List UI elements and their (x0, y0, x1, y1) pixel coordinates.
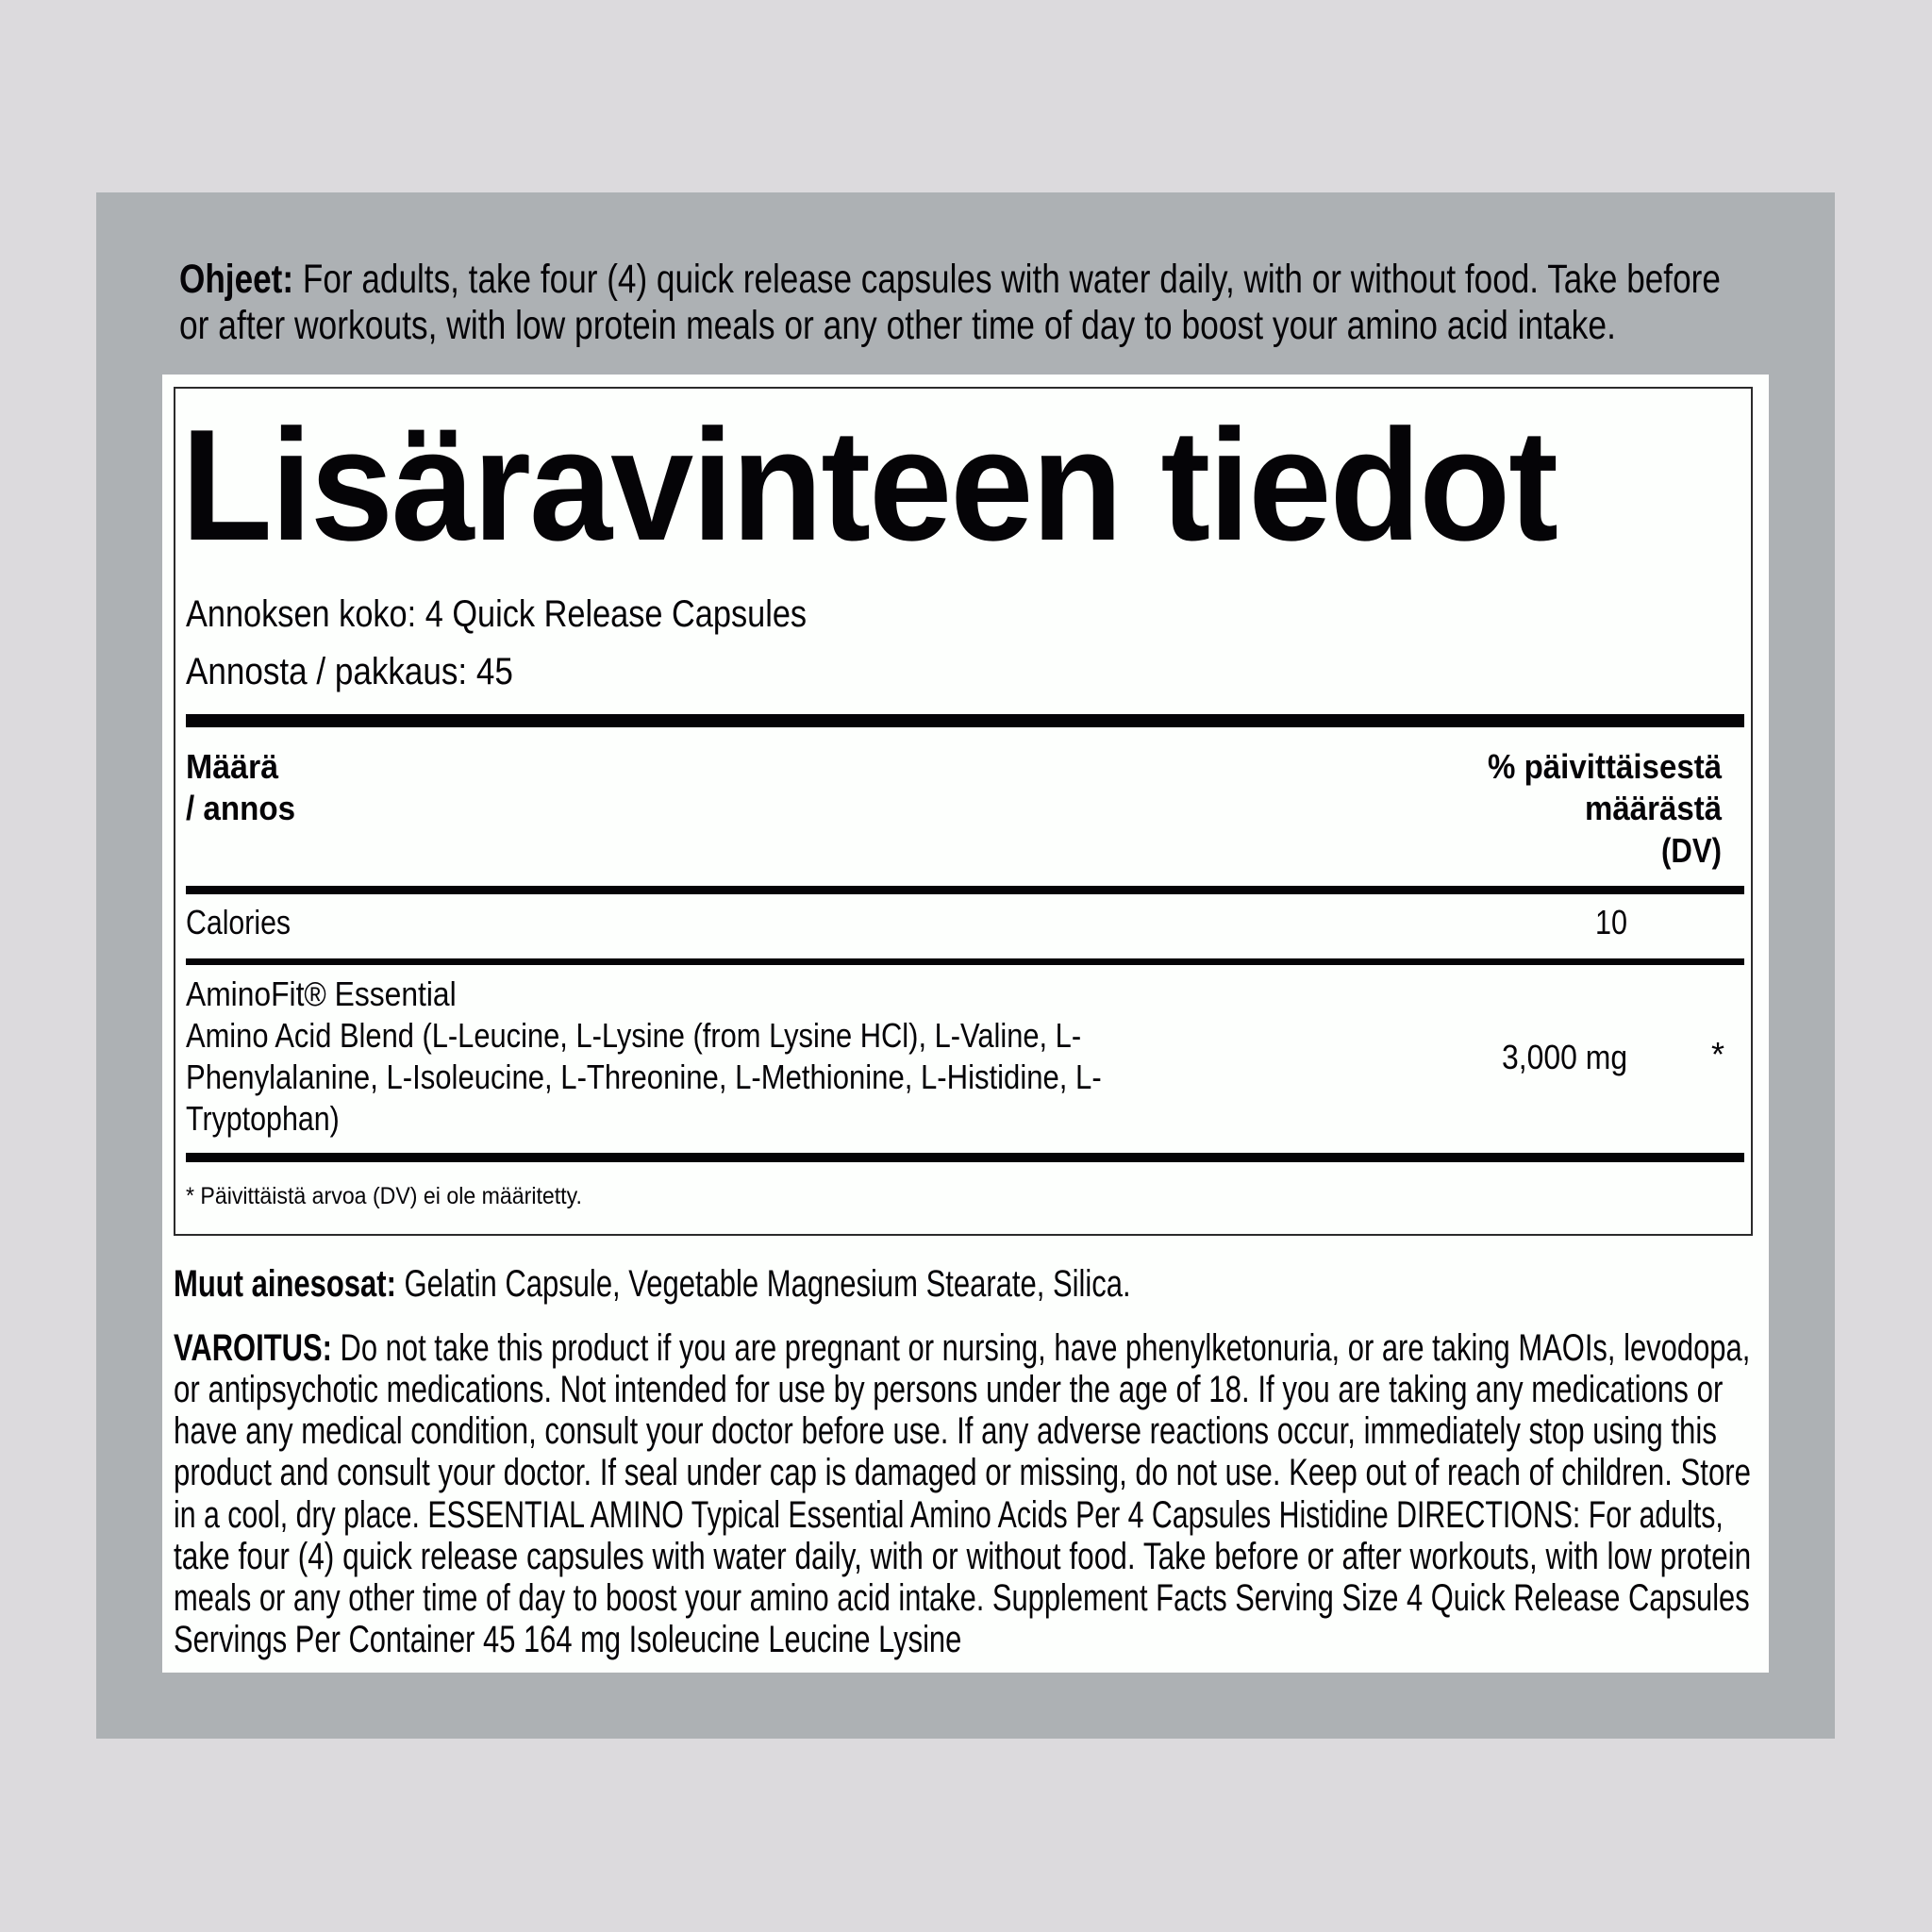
divider-thick-bottom (186, 1153, 1744, 1162)
warning-label: VAROITUS: (174, 1327, 332, 1369)
directions-line-1 (179, 259, 1721, 300)
nutrient-amount: 3,000 mg (1502, 1038, 1628, 1076)
nutrient-name: Amino Acid Blend (L-Leucine, L-Lysine (from Lysine HCl), L-Valine, L- (186, 1016, 1082, 1055)
serving-size: Annoksen koko: 4 Quick Release Capsules (186, 593, 808, 635)
warning-line-6: take four (4) quick release capsules with water daily, with or without food. Take before or after workouts, with low protein (174, 1536, 1752, 1577)
nutrient-name: AminoFit® Essential (186, 974, 457, 1013)
header-dv-line-1: % päivittäisestä (1487, 747, 1722, 786)
header-dv-line-2: määrästä (1584, 789, 1722, 827)
header-amount-line-2: / annos (186, 789, 296, 827)
warning-line-1 (174, 1329, 1750, 1367)
other-ingredients-label: Muut ainesosat: (174, 1263, 396, 1305)
divider-thick (186, 714, 1744, 727)
directions-line-2 (179, 303, 1616, 348)
warning-line-5: in a cool, dry place. ESSENTIAL AMINO Typical Essential Amino Acids Per 4 Capsules Histidine DIRECTIONS: For adults, (174, 1494, 1724, 1536)
warning-line-2: or antipsychotic medications. Not intended for use by persons under the age of 18. If you are taking any medications or (174, 1369, 1724, 1410)
nutrient-name: Phenylalanine, L-Isoleucine, L-Threonine, L-Methionine, L-Histidine, L- (186, 1058, 1102, 1096)
header-amount-line-1: Määrä (186, 747, 279, 786)
servings-per-container: Annosta / pakkaus: 45 (186, 651, 513, 692)
divider-medium (186, 886, 1744, 894)
warning-line-3: have any medical condition, consult your doctor before use. If any adverse reactions occur, immediately stop using this (174, 1410, 1717, 1452)
nutrient-name: Tryptophan) (186, 1099, 340, 1138)
facts-title: Lisäravinteen tiedot (181, 396, 1557, 574)
other-ingredients (174, 1265, 1131, 1303)
nutrient-amount: 10 (1595, 903, 1628, 941)
directions-text: or after workouts, with low protein meals or any other time of day to boost your amino acid intake. (179, 303, 1616, 348)
warning-line-7: meals or any other time of day to boost your amino acid intake. Supplement Facts Serving Size 4 Quick Release Capsules (174, 1577, 1750, 1619)
warning-text: Do not take this product if you are pregnant or nursing, have phenylketonuria, or are taking MAOIs, levodopa, (340, 1327, 1751, 1369)
directions-label: Ohjeet: (179, 257, 294, 302)
warning-line-8: Servings Per Container 45 164 mg Isoleucine Leucine Lysine (174, 1619, 962, 1660)
dv-asterisk: * (1711, 1035, 1725, 1074)
other-ingredients-text: Gelatin Capsule, Vegetable Magnesium Stearate, Silica. (404, 1263, 1131, 1305)
nutrient-name: Calories (186, 903, 291, 941)
header-dv-line-3: (DV) (1661, 831, 1722, 870)
divider-thin (186, 958, 1744, 965)
warning-line-4: product and consult your doctor. If seal under cap is damaged or missing, do not use. Keep out of reach of children. Store (174, 1452, 1751, 1493)
directions-text: For adults, take four (4) quick release capsules with water daily, with or without food. Take before (302, 257, 1721, 302)
dv-footnote: * Päivittäistä arvoa (DV) ei ole määritetty. (186, 1183, 582, 1209)
